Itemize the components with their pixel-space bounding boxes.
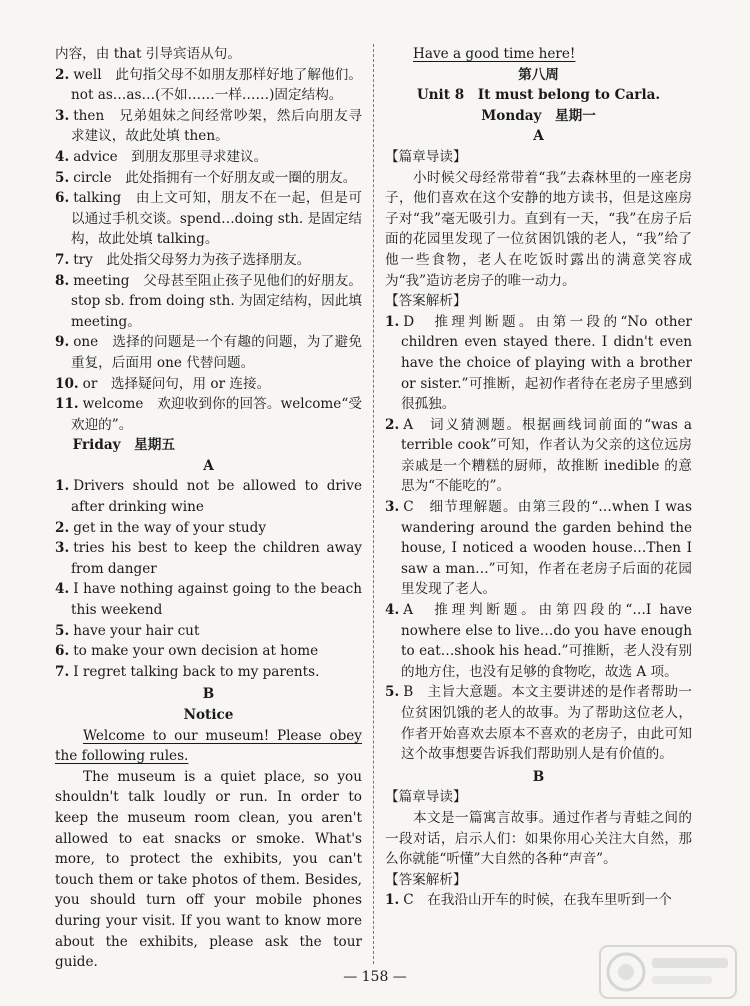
notice-closing: Have a good time here!	[413, 46, 576, 62]
answer-item: 1. D 推理判断题。由第一段的“No other children even stayed there. I didn't even have the choice of playing with a brother or sister.”可推断，起初作者待在老房子里感到很孤独。	[385, 313, 692, 413]
answer-item: 5. circle 此处指拥有一个好朋友或一圈的朋友。	[55, 169, 357, 186]
sentence-item: 3. tries his best to keep the children away from danger	[55, 540, 362, 577]
left-column	[55, 44, 362, 973]
answer-item: 11. welcome 欢迎收到你的回答。welcome“受欢迎的”。	[55, 396, 362, 433]
notice-body: The museum is a quiet place, so you shouldn't talk loudly or run. In order to keep the museum room clean, you aren't allowed to eat snacks or smoke. What's more, to protect the exhibits, you can't touch them or take photos of them. Besides, you should turn off your mobile phones during your visit. If you want to know more about the exhibits, please ask the tour guide.	[55, 768, 362, 971]
sentence-item: 7. I regret talking back to my parents.	[55, 663, 320, 680]
section-heading: A	[533, 128, 544, 145]
answer-item: 5. B 主旨大意题。本文主要讲述的是作者帮助一位贫困饥饿的老人的故事。为了帮助这位老人，作者开始喜欢去原本不喜欢的老房子，由此可知这个故事想要告诉我们帮助别人是有价值的。	[385, 684, 693, 763]
guide-text: 本文是一篇寓言故事。通过作者与青蛙之间的一段对话，启示人们：如果你用心关注大自然，那么你就能“听懂”大自然的各种“声音”。	[385, 809, 692, 868]
guide-label: 【篇章导读】	[385, 148, 467, 165]
answer-item: 1. C 在我沿山开车的时候，在我车里听到一个	[385, 892, 672, 909]
page-number: — 158 —	[343, 969, 407, 985]
answer-item: 2. A 词义猜测题。根据画线词前面的“was a terrible cook”可知，作者认为父亲的这位远房亲戚是一个糟糕的厨师，故推断 inedible 的意思为“不能吃的”。	[385, 416, 693, 495]
answer-item: 7. try 此处指父母努力为孩子选择朋友。	[55, 251, 311, 268]
answer-item: 4. A 推理判断题。由第四段的“…I have nowhere else to live…do you have enough to eat…shook his head.”可推断，老人没有别的地方住，也没有足够的食物吃，故选 A 项。	[385, 602, 692, 680]
guide-text: 小时候父母经常带着“我”去森林里的一座老房子，他们喜欢在这个安静的地方读书，但是这座房子对“我”毫无吸引力。直到有一天，“我”在房子后面的花园里发现了一位贫困饥饿的老人，“我”给了他一些食物，老人在吃饭时露出的满意笑容成为“我”造访老房子的唯一动力。	[385, 169, 692, 289]
sentence-item: 5. have your hair cut	[55, 622, 200, 639]
column-divider	[373, 44, 374, 964]
sentence-item: 1. Drivers should not be allowed to drive after drinking wine	[55, 478, 362, 516]
section-heading: B	[202, 686, 215, 703]
notice-intro: Welcome to our museum! Please obey the following rules.	[55, 727, 362, 765]
notice-title: Notice	[183, 707, 234, 723]
answer-item: 10. or 选择疑问句，用 or 连接。	[55, 375, 271, 392]
day-heading: Friday 星期五	[72, 437, 175, 454]
section-heading: B	[532, 768, 545, 785]
answer-item: 8. meeting 父母甚至阻止孩子见他们的好朋友。stop sb. from doing sth. 为固定结构，因此填 meeting。	[55, 272, 362, 330]
sentence-item: 6. to make your own decision at home	[55, 643, 319, 660]
sentence-item: 2. get in the way of your study	[55, 519, 267, 536]
day-heading: Monday 星期一	[481, 107, 596, 124]
answer-item: 9. one 选择的问题是一个有趣的问题，为了避免重复，后面用 one 代替问题。	[55, 334, 362, 371]
watermark-logo	[598, 944, 738, 1000]
sentence-item: 4. I have nothing against going to the beach this weekend	[55, 581, 362, 619]
guide-label: 【篇章导读】	[385, 789, 467, 806]
answer-item: 2. well 此句指父母不如朋友那样好地了解他们。not as…as…(不如……一样……)固定结构。	[55, 66, 362, 104]
answer-item: 3. C 细节理解题。由第三段的“…when I was wandering around the garden behind the house, I noticed a wooden house…Then I saw a man…”可知，作者在老房子后面的花园里发现了老人。	[385, 499, 693, 598]
continued-line: 内容，由 that 引导宾语从句。	[55, 46, 241, 62]
week-heading: 第八周	[518, 66, 559, 83]
section-heading: A	[203, 457, 214, 474]
answer-item	[55, 435, 362, 456]
answer-item: 6. talking 由上文可知，朋友不在一起，但是可以通过手机交谈。spend…doing sth. 是固定结构，故此处填 talking。	[55, 190, 362, 248]
unit-heading: Unit 8 It must belong to Carla.	[416, 87, 661, 104]
answer-label: 【答案解析】	[385, 293, 467, 310]
answer-label: 【答案解析】	[385, 871, 467, 888]
answer-item: 4. advice 到朋友那里寻求建议。	[55, 148, 268, 165]
right-column	[385, 44, 692, 911]
answer-item: 3. then 兄弟姐妹之间经常吵架，然后向朋友寻求建议，故此处填 then。	[55, 107, 362, 145]
